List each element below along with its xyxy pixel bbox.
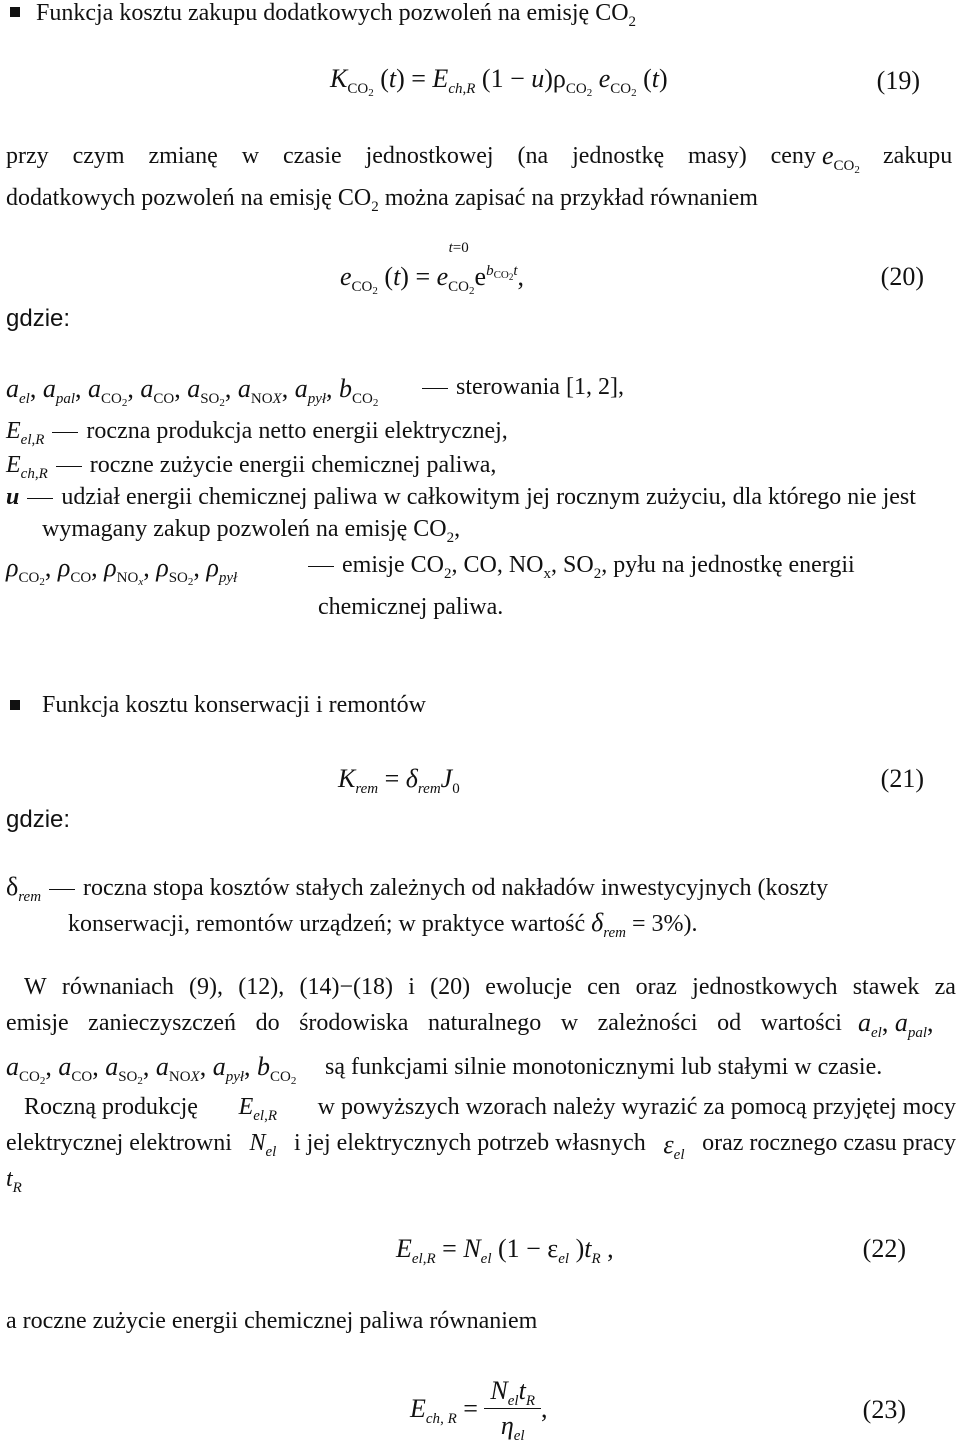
gdzie-label: gdzie: xyxy=(6,305,71,332)
equation-20: $e_{CO_2}$ (t) = e t=0 $_{CO_2}e^{b_{CO_2}t}$, xyxy=(340,240,525,297)
definition-delta: $\delta_{rem}$ roczna stopa kosztów stałych zależnych od nakładów inwestycyjnych (koszty xyxy=(6,872,829,905)
paragraph-line: dodatkowych pozwoleń na emisję $CO_2$ można zapisać na przykład równaniem xyxy=(6,185,758,215)
equation-21-number: (21) xyxy=(880,764,924,793)
paragraph-line: Roczną produkcję $E_{el,R}$ w powyższych wzorach należy wyrazić za pomocą przyjętej mocy xyxy=(24,1094,956,1124)
equation-23-number: (23) xyxy=(862,1395,906,1424)
bullet-icon xyxy=(10,7,20,17)
definition-u: u udział energii chemicznej paliwa w całkowitym jej rocznym zużyciu, dla którego nie jest xyxy=(6,484,916,510)
equation-20-number: (20) xyxy=(880,262,924,291)
paragraph-line-end: zakupu xyxy=(883,143,953,169)
equation-22-number: (22) xyxy=(862,1234,906,1263)
paragraph-line: emisje zanieczyszczeń do środowiska naturalnego w zależności od wartości xyxy=(6,1010,842,1036)
equation-19: $K_{CO_2}$ $(t) = E_{ch,R}$ $(1 - u)\rho_{CO_2}$ $e_{CO_2}$ (t) xyxy=(330,64,668,99)
paragraph-line-end: są funkcjami silnie monotonicznymi lub stałymi w czasie. xyxy=(325,1054,883,1080)
paragraph-line: a roczne zużycie energii chemicznej paliwa równaniem xyxy=(6,1308,538,1334)
equation-19-number: (19) xyxy=(876,66,920,95)
equation-22: $E_{el,R} = N_{el}$ ($1 - \varepsilon_{el}$ )$t_R$ , xyxy=(396,1234,614,1267)
definition-rho-text: emisje $CO_2$, CO, $NO_x$, $SO_2$, pyłu na jednostkę energii xyxy=(300,552,855,579)
definition-control-text: sterowania [1, 2], xyxy=(414,374,624,401)
definition-rho-continuation: chemicznej paliwa. xyxy=(318,594,504,620)
definition-rho-symbols: $\rho_{CO_2}$, $\rho_{CO}$, $\rho_{NO_x}$, $\rho_{SO_2}$, $\rho_{pył}$ xyxy=(6,553,238,588)
symbol-t-R: $t_R$ xyxy=(6,1166,22,1196)
section-heading: Funkcja kosztu konserwacji i remontów xyxy=(42,692,426,718)
symbols-a-el-a-pal: $a_{el}$, $a_{pal}$, xyxy=(858,1008,934,1041)
definition-control-symbols: $a_{el}$, $a_{pal}$, $a_{CO_2}$, $a_{CO}$, $a_{SO_2}$, $a_{NOX}$, $a_{pył}$, $b_{CO_2}$ xyxy=(6,374,379,409)
equation-21: $K_{rem} = \delta_{rem}J_0$ xyxy=(338,764,460,797)
definition-delta-continuation: konserwacji, remontów urządzeń; w praktyce wartość $\delta_{rem} = 3\%$). xyxy=(68,908,698,941)
paragraph-line: przy czym zmianę w czasie jednostkowej (na jednostkę masy) ceny xyxy=(6,143,816,169)
paragraph-line: W równaniach (9), (12), (14)−(18) i (20) ewolucje cen oraz jednostkowych stawek za xyxy=(24,974,956,1000)
bullet-icon xyxy=(10,700,20,710)
definition-E-el: $E_{el,R}$ roczna produkcja netto energii elektrycznej, xyxy=(6,418,508,448)
definition-u-continuation: wymagany zakup pozwoleń na emisję $CO_2$, xyxy=(42,516,461,546)
paragraph-line: elektrycznej elektrowni $N_{el}$ i jej elektrycznych potrzeb własnych $\varepsilon_{el}$ oraz rocznego czasu pracy xyxy=(6,1130,956,1163)
symbols-controls-line: $a_{CO_2}$, $a_{CO}$, $a_{SO_2}$, $a_{NOX}$, $a_{pył}$, $b_{CO_2}$ xyxy=(6,1052,297,1087)
gdzie-label: gdzie: xyxy=(6,806,71,833)
equation-23: $E_{ch, R}$ = $\frac{N_{el}t_R}{\eta_{el}}$ , xyxy=(410,1376,548,1444)
symbol-e-co2: $e_{CO_2}$ xyxy=(822,141,860,176)
definition-E-ch: $E_{ch,R}$ roczne zużycie energii chemicznej paliwa, xyxy=(6,452,497,482)
section-heading: Funkcja kosztu zakupu dodatkowych pozwoleń na emisję $CO_2$ xyxy=(36,0,637,30)
